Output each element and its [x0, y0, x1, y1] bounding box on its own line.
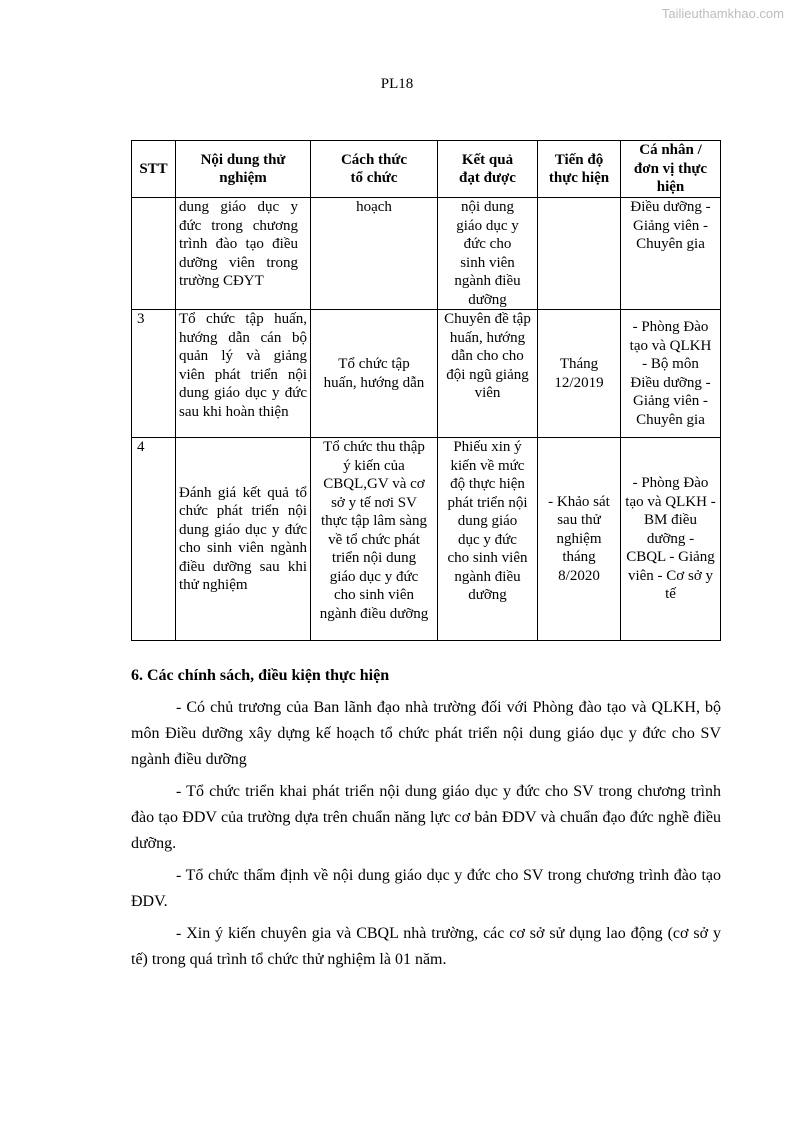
cell-content: Tổ chức tập huấn, hướng dẫn cán bộ quản lý và giảng viên phát triển nội dung giáo dục y đức sau khi hoàn thiện	[176, 310, 311, 438]
table-row	[132, 438, 721, 641]
cell-stt: 3	[132, 310, 176, 438]
header-responsible: Cá nhân /đơn vị thực hiện	[621, 141, 721, 198]
header-progress: Tiến độ thực hiện	[538, 141, 621, 198]
page-number: PL18	[380, 76, 414, 92]
header-content: Nội dung thử nghiệm	[176, 141, 311, 198]
cell-method: Tổ chức tập huấn, hướng dẫn	[311, 310, 438, 438]
cell-content: dung giáo dục y đức trong chương trình đào tạo điều dưỡng viên trong trường CĐYT	[176, 198, 311, 310]
paragraph: - Tổ chức thẩm định về nội dung giáo dục y đức cho SV trong chương trình đào tạo ĐDV.	[131, 867, 721, 910]
header-stt: STT	[132, 141, 176, 198]
table-header-row	[132, 141, 721, 198]
paragraph: - Xin ý kiến chuyên gia và CBQL nhà trường, các cơ sở sử dụng lao động (cơ sở y tế) trong quá trình tổ chức thử nghiệm là 01 năm.	[131, 925, 721, 968]
cell-result: nội dung giáo dục y đức cho sinh viên ngành điều dưỡng	[438, 198, 538, 310]
cell-responsible: Điều dưỡng - Giảng viên - Chuyên gia	[621, 198, 721, 310]
cell-method: hoạch	[311, 198, 438, 310]
cell-responsible: - Phòng Đào tạo và QLKH - Bộ môn Điều dưỡng - Giảng viên - Chuyên gia	[621, 310, 721, 438]
header-method: Cách thức tổ chức	[311, 141, 438, 198]
plan-table	[131, 140, 721, 641]
watermark: Tailieuthamkhao.com	[661, 6, 784, 21]
cell-progress: Tháng 12/2019	[538, 310, 621, 438]
paragraph: - Tổ chức triển khai phát triển nội dung giáo dục y đức cho SV trong chương trình đào tạo ĐDV của trường dựa trên chuẩn năng lực cơ bản ĐDV và chuẩn đạo đức nghề điều dưỡng.	[131, 783, 721, 852]
policy-section	[131, 667, 721, 979]
cell-progress	[538, 198, 621, 310]
cell-responsible: - Phòng Đào tạo và QLKH - BM điều dưỡng - CBQL - Giảng viên - Cơ sở y tế	[621, 438, 721, 641]
paragraph: - Có chủ trương của Ban lãnh đạo nhà trường đối với Phòng đào tạo và QLKH, bộ môn Điều dưỡng xây dựng kế hoạch tổ chức phát triển nội dung giáo dục y đức cho SV ngành điều dưỡng	[131, 699, 721, 768]
header-result: Kết quả đạt được	[438, 141, 538, 198]
cell-method: Tổ chức thu thập ý kiến của CBQL,GV và cơ sở y tế nơi SV thực tập lâm sàng về tổ chức phát triển nội dung giáo dục y đức cho sinh viên ngành điều dưỡng	[311, 438, 438, 641]
section-title: 6. Các chính sách, điều kiện thực hiện	[131, 667, 390, 684]
table-row	[132, 310, 721, 438]
cell-content: Đánh giá kết quả tổ chức phát triển nội dung giáo dục y đức cho sinh viên ngành điều dưỡng sau khi thử nghiệm	[176, 438, 311, 641]
cell-progress: - Khảo sát sau thử nghiệm tháng 8/2020	[538, 438, 621, 641]
cell-result: Phiếu xin ý kiến về mức độ thực hiện phát triển nội dung giáo dục y đức cho sinh viên ngành điều dưỡng	[438, 438, 538, 641]
table-row	[132, 198, 721, 310]
cell-stt	[132, 198, 176, 310]
cell-result: Chuyên đề tập huấn, hướng dẫn cho cho đội ngũ giảng viên	[438, 310, 538, 438]
cell-stt: 4	[132, 438, 176, 641]
